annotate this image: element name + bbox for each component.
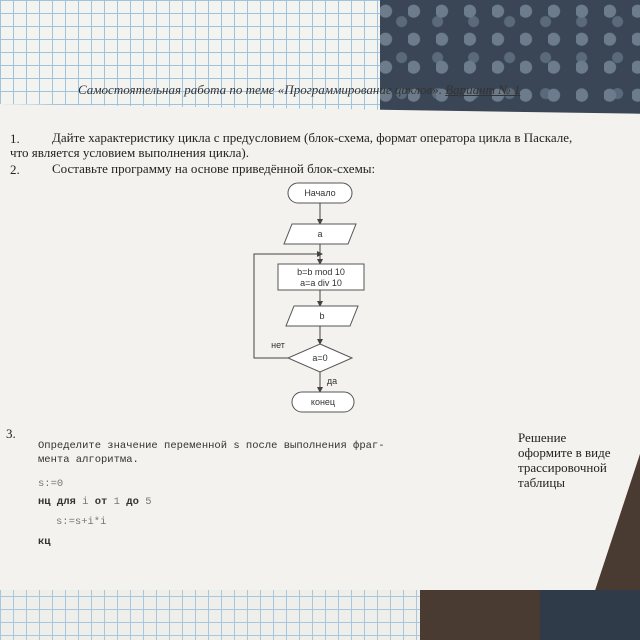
code-loop-to-keyword: до [126,496,139,508]
note-line2: оформите в виде [518,445,611,460]
code-loop-header [38,496,152,508]
task3-line2: мента алгоритма. [38,454,139,466]
flowchart-process-line2: a=a div 10 [300,278,342,288]
code-end [38,536,51,548]
code-loop-from-keyword: от [94,496,108,508]
task1-line2: что является условием выполнения цикла). [10,145,250,160]
task3-number: 3. [6,426,16,441]
solution-note [518,430,628,490]
flowchart-start-label: Начало [304,188,336,198]
flowchart-input-label: a [317,229,323,239]
note-line1: Решение [518,430,567,445]
task1-number: 1. [10,131,20,146]
cloth-background [380,0,640,120]
flowchart-end-label: конец [310,397,336,407]
code-end-keyword: кц [38,536,51,548]
code-loop-to: 5 [145,496,152,508]
title-variant: Вариант № 1 [445,82,521,97]
code-loop-keyword: нц для [38,496,76,508]
flowchart-condition-label: a=0 [312,353,328,363]
note-line4: таблицы [518,475,566,490]
code-body: s:=s+i*i [56,516,107,528]
cloth-background-bottom [540,590,640,640]
task2-number: 2. [10,162,20,177]
task1-line1: Дайте характеристику цикла с предусловием (блок-схема, формат оператора цикла в Паскале, [52,130,573,145]
flowchart-output-label: b [319,311,325,321]
flowchart-no-label: нет [271,340,285,350]
flowchart [240,180,380,420]
flowchart-yes-label: да [326,376,338,386]
code-loop-from: 1 [113,496,120,508]
task2-text: Составьте программу на основе приведённой блок-схемы: [52,161,376,176]
task3-line1: Определите значение переменной s после выполнения фраг- [38,440,385,452]
code-loop-var: i [82,496,89,508]
title-text: Самостоятельная работа по теме «Программирование циклов». [78,82,442,97]
document-title [78,82,578,98]
flowchart-process-line1: b=b mod 10 [297,267,345,277]
code-init: s:=0 [38,478,64,490]
note-line3: трассировочной [518,460,607,475]
